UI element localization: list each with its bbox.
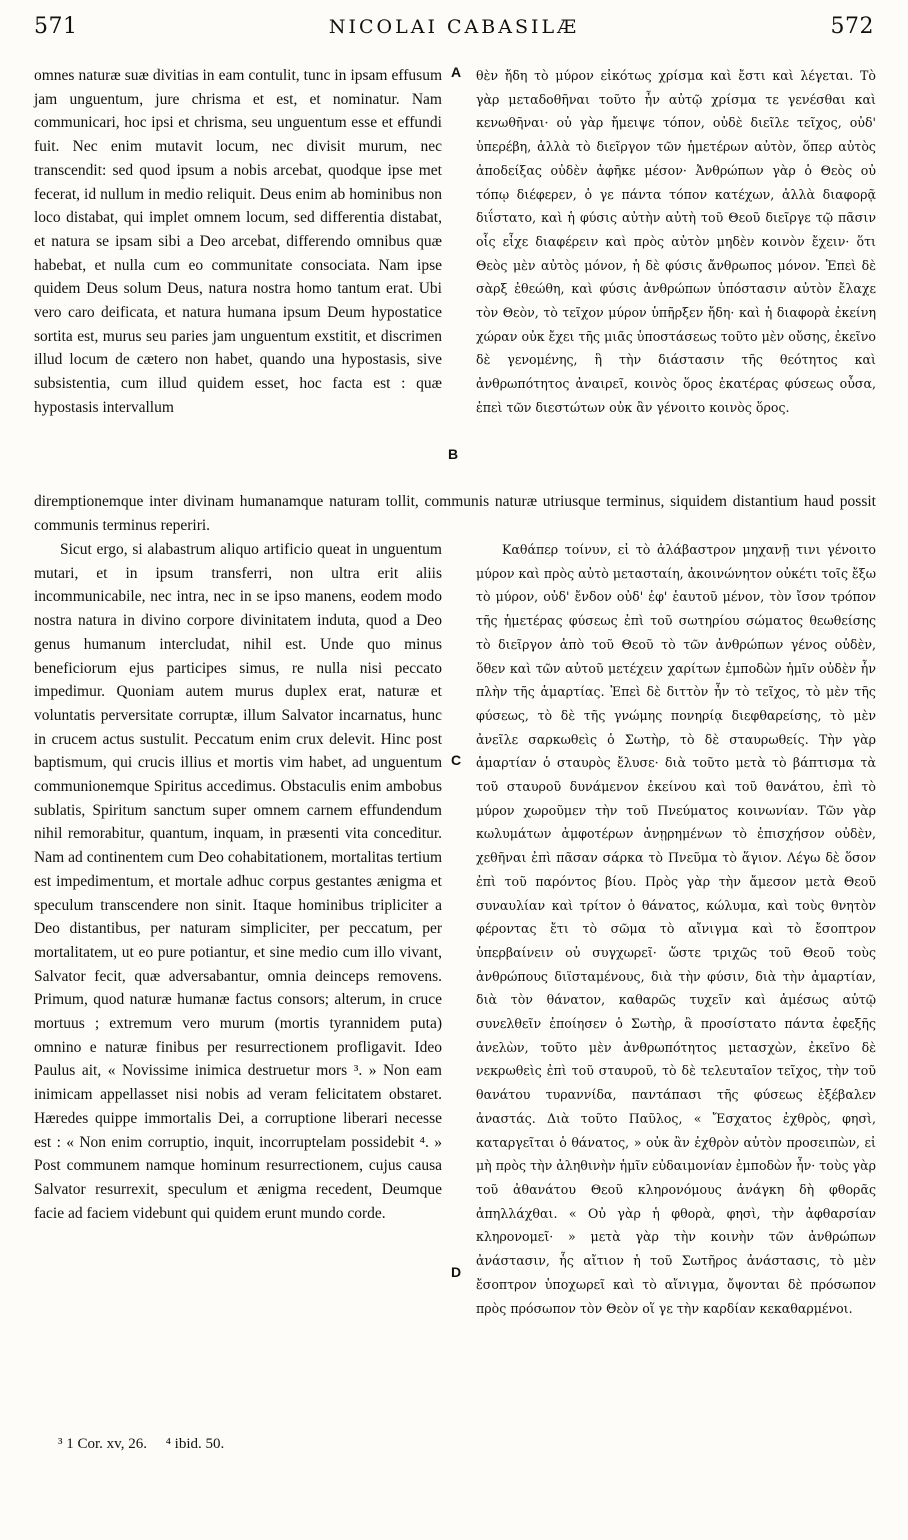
- greek-column-bottom: [476, 538, 876, 1320]
- page-header: [24, 4, 884, 40]
- greek-paragraph: Καθάπερ τοίνυν, εἰ τὸ ἀλάβαστρον μηχανῇ τινι γένοιτο μύρον καὶ πρὸς αὐτὸ μετασταίη, ἀκοινώνητον οὐκέτι τοῖς ἔξω τὸ μύρον, οὐδ' ἔνδον οὐδ' ἐφ' ἑαυτοῦ μένον, τὸν ἴσον τρόπον τῆς ἡμετέρας φύσεως ἐπὶ τοῦ σωτηρίου σώματος θεωθείσης τὸ διεῖργον ἀπὸ τοῦ Θεοῦ τὸ τῶν ἀνθρώπων γένος οὐδὲν, ὅθεν καὶ τῶν αὐτοῦ μετέχειν χαρίτων ἐμποδὼν ἡμῖν οὐδὲν ἦν πλὴν τῆς ἁμαρτίας. Ἐπεὶ δὲ διττὸν ἦν τὸ τεῖχος, τὸ μὲν τῆς φύσεως, τὸ δὲ τῆς γνώμης πονηρίᾳ διεφθαρείσης, τὸ μὲν ἀνεῖλε σαρκωθεὶς ὁ Σωτὴρ, τὸ δὲ σταυρωθείς. Τὴν γὰρ ἁμαρτίαν ὁ σταυρὸς ἔλυσε· διὰ τοῦτο μετὰ τὸ βάπτισμα τὰ τοῦ σταυροῦ δυνάμενον ἐκείνου καὶ τοῦ θανάτου, ἐπὶ τὸ μύρον χωροῦμεν τὴν τοῦ Πνεύματος κοινωνίαν. Τῶν γὰρ κωλυμάτων ἀμφοτέρων ἀνῃρημένων τὸ ἐπισχήσον οὐδὲν, χεθῆναι ἐπὶ πᾶσαν σάρκα τὸ Πνεῦμα τὸ ἅγιον. Λέγω δὲ ὅσον ἐπὶ τοῦ παρόντος βίου. Πρὸς γὰρ τὴν ἄμεσον μετὰ Θεοῦ συναυλίαν καὶ τρίτον ὁ θάνατος, κώλυμα, καὶ τοὺς θνητὸν φέροντας ἔτι τὸ σῶμα τὸ αἴνιγμα καὶ τὸ ἔσοπτρον ὑπερβαίνειν οὐ συγχωρεῖ· ὥστε τριχῶς τοῦ Θεοῦ τοὺς ἀνθρώπους διϊσταμένους, διὰ τὴν φύσιν, διὰ τὴν ἁμαρτίαν, διὰ τὸν θάνατον, καθαρῶς τυχεῖν καὶ ἀμέσως αὐτῷ συνελθεῖν ἐποίησεν ὁ Σωτὴρ, ἃ προσίστατο πάντα ἐφεξῆς ἀνελὼν, τοῦτο μὲν ἀνθρωπότητος μετασχὼν, ἐκεῖνο δὲ νεκρωθεὶς ἐπὶ τοῦ σταυροῦ, τὸ δὲ τελευταῖον τεῖχος, τὴν τοῦ θανάτου τυραννίδα, παντάπασι τῆς φύσεως ἐξέβαλεν ἀναστάς. Διὰ τοῦτο Παῦλος, « Ἔσχατος ἐχθρὸς, φησὶ, καταργεῖται ὁ θάνατος, » οὐκ ἂν ἐχθρὸν αὐτὸν προσειπὼν, εἰ μὴ πρὸς τὴν ἀληθινὴν ἡμῖν εὐδαιμονίαν ἐμποδὼν ἦν· τοὺς γὰρ τοῦ ἀθανάτου Θεοῦ κληρονόμους ἀνάγκη δὴ φθορᾶς ἀπηλλάχθαι. « Οὐ γὰρ ἡ φθορὰ, φησὶ, τὴν ἀφθαρσίαν κληρονομεῖ· » μετὰ γὰρ τὴν κοινὴν τῶν ἀνθρώπων ἀνάστασιν, ἧς αἴτιον ἡ τοῦ Σωτῆρος ἀνάστασις, τὸ μὲν ἔσοπτρον ὑποχωρεῖ καὶ τὸ αἴνιγμα, ὄψονται δὲ πρόσωπον πρὸς πρόσωπον τὸν Θεὸν οἵ γε τὴν καρδίαν κεκαθαρμένοι.: [476, 542, 876, 1316]
- left-page-number: 571: [34, 14, 78, 39]
- margin-marker-a: A: [451, 64, 462, 80]
- margin-marker-d: D: [451, 1264, 462, 1280]
- latin-paragraph: omnes naturæ suæ divitias in eam contulit, tunc in ipsam effusum jam unguentum, jure chrisma et est, et nominatur. Nam communicari, hoc ipsi et chrisma, seu unguentum esse et effundi fuit. Nec enim mutavit locum, nec divisit murum, nec transcendit: sed quod ipsum a nobis arcebat, quodque ipse met fecerat, id nullum in medio reliquit. Deus enim ab hominibus non loco distabat, qui implet omnem locum, sed differentia distabat, et natura se ipsam sibi a Deo arcebat, differendo omnibus quæ habebat, et nulla cum eo communitate consociata. Nam ipse quidem Deus solum Deus, natura nostra homo tantum erat. Ubi vero caro deificata, et natura humana ipsum Deum hypostatice sortita est, murus seu paries jam unguentum exstitit, et discrimen illud locum de cætero non habet, quando una hypostasis, sive subsistentia, cum illud quidem esset, hoc facta est : quæ hypostasis intervallum: [34, 67, 442, 416]
- margin-marker-b: B: [448, 446, 459, 462]
- right-page-number: 572: [830, 14, 874, 39]
- greek-paragraph: θὲν ἤδη τὸ μύρον εἰκότως χρίσμα καὶ ἔστι καὶ λέγεται. Τὸ γὰρ μεταδοθῆναι τοῦτο ἦν αὐτῷ χρίσμα τε γενέσθαι καὶ κενωθῆναι· οὐ γὰρ ἤμειψε τόπον, οὐδὲ διεῖλε τεῖχος, οὐδ' ὑπερέβη, ἀλλὰ τὸ διεῖργον τῶν ἡμετέρων αὐτὸν, ὅπερ αὐτὸς ἀποδείξας οὐδὲν ἀφῆκε μέσον· Ἀνθρώπων γὰρ ὁ Θεὸς οὐ τόπῳ διέφερεν, ὁ γε πάντα τόπον κατέχων, ἀλλὰ διαφορᾷ διΐστατο, καὶ ἡ φύσις αὐτὴν αὐτὴ τοῦ Θεοῦ διεῖργε τῷ πᾶσιν οἷς εἶχε διαφέρειν καὶ πρὸς αὐτὸν μηδὲν κοινὸν ἔχειν· ὅτι Θεὸς μὲν αὐτὸς μόνον, ἡ δὲ φύσις ἄνθρωπος μόνον. Ἐπεὶ δὲ σὰρξ ἐθεώθη, καὶ φύσις ἀνθρώπων ὑπόστασιν αὐτὸν ἔλαχε τὸν Θεὸν, τὸ τεῖχον μύρον ὑπῆρξεν ἤδη· καὶ ἡ διαφορὰ ἐκείνη χώραν οὐκ ἔχει τῆς μιᾶς ὑποστάσεως τοῦτο μὲν οὔσης, ἐκεῖνο δὲ γενομένης, ἣ τὴν διάστασιν τῆς θεότητος καὶ ἀνθρωπότητος ἀναιρεῖ, κοινὸς ὅρος ἑκατέρας φύσεως οὖσα, ἐπεὶ τῶν διεστώτων οὐκ ἂν γένοιτο κοινὸς ὅρος.: [476, 68, 876, 415]
- latin-column-bottom: [34, 538, 442, 1225]
- latin-full-width-line: [34, 490, 876, 537]
- latin-paragraph: Sicut ergo, si alabastrum aliquo artificio queat in unguentum mutari, et in ipsum transferri, non ultra erit aliis incommunicabile, nec intra, nec in se ipso manens, eodem modo nostra natura in divino corpore divinitatem induta, quod a Deo genus humanum intercludat, nihil est. Unde quo minus beneficiorum ejus participes simus, re nulla nisi peccato impedimur. Quoniam autem murus duplex erat, naturæ et voluntatis perversitate corruptæ, illum Salvator incarnatus, hunc in crucem actus sustulit. Peccatum enim crux delevit. Hinc post baptismum, qui crucis illius et mortis vim habet, ad unguentum communionemque Spiritus accedimus. Obstaculis enim ambobus sublatis, Spiritum sanctum super omnem carnem effundendum nihil remorabitur, quantum, inquam, in præsenti vita conceditur. Nam ad continentem cum Deo cohabitationem, mortalitas tertium est impedimentum, et mortale adhuc corpus gestantes ænigma et speculum transcendere non sinit. Itaque hominibus tripliciter a Deo distantibus, per naturam simpliciter, per peccatum, per mortalitatem, ut eo pure potiantur, et sine medio cum illo vivant, Salvator fecit, quæ adversabantur, omnia deinceps removens. Primum, quod naturæ humanæ factus consors; alterum, in cruce mortuus ; extremum vero murum (mortis tyrannidem puta) omnino e naturæ finibus per resurrectionem profligavit. Ideo Paulus ait, « Novissime inimica destruetur mors ³. » Non eam inimicam appellasset nisi nobis ad veram felicitatem obstaret. Hæredes quippe immortalis Dei, a corruptione liberari necesse est : « Non enim corruptio, inquit, incorruptelam possidebit ⁴. » Post communem namque hominum resurrectionem, cujus causa Salvator resurrexit, speculum et ænigma recedent, Deumque facie ad faciem videbunt qui quidem erunt mundo corde.: [34, 541, 442, 1222]
- running-title: NICOLAI CABASILÆ: [328, 16, 580, 38]
- latin-column-top: [34, 64, 442, 420]
- footnote: ³ 1 Cor. xv, 26. ⁴ ibid. 50.: [58, 1436, 225, 1452]
- greek-column-top: [476, 64, 876, 420]
- latin-span-text: diremptionemque inter divinam humanamque naturam tollit, communis naturæ utriusque terminus, siquidem distantium haud possit communis terminus reperiri.: [34, 493, 876, 534]
- margin-marker-c: C: [451, 752, 462, 768]
